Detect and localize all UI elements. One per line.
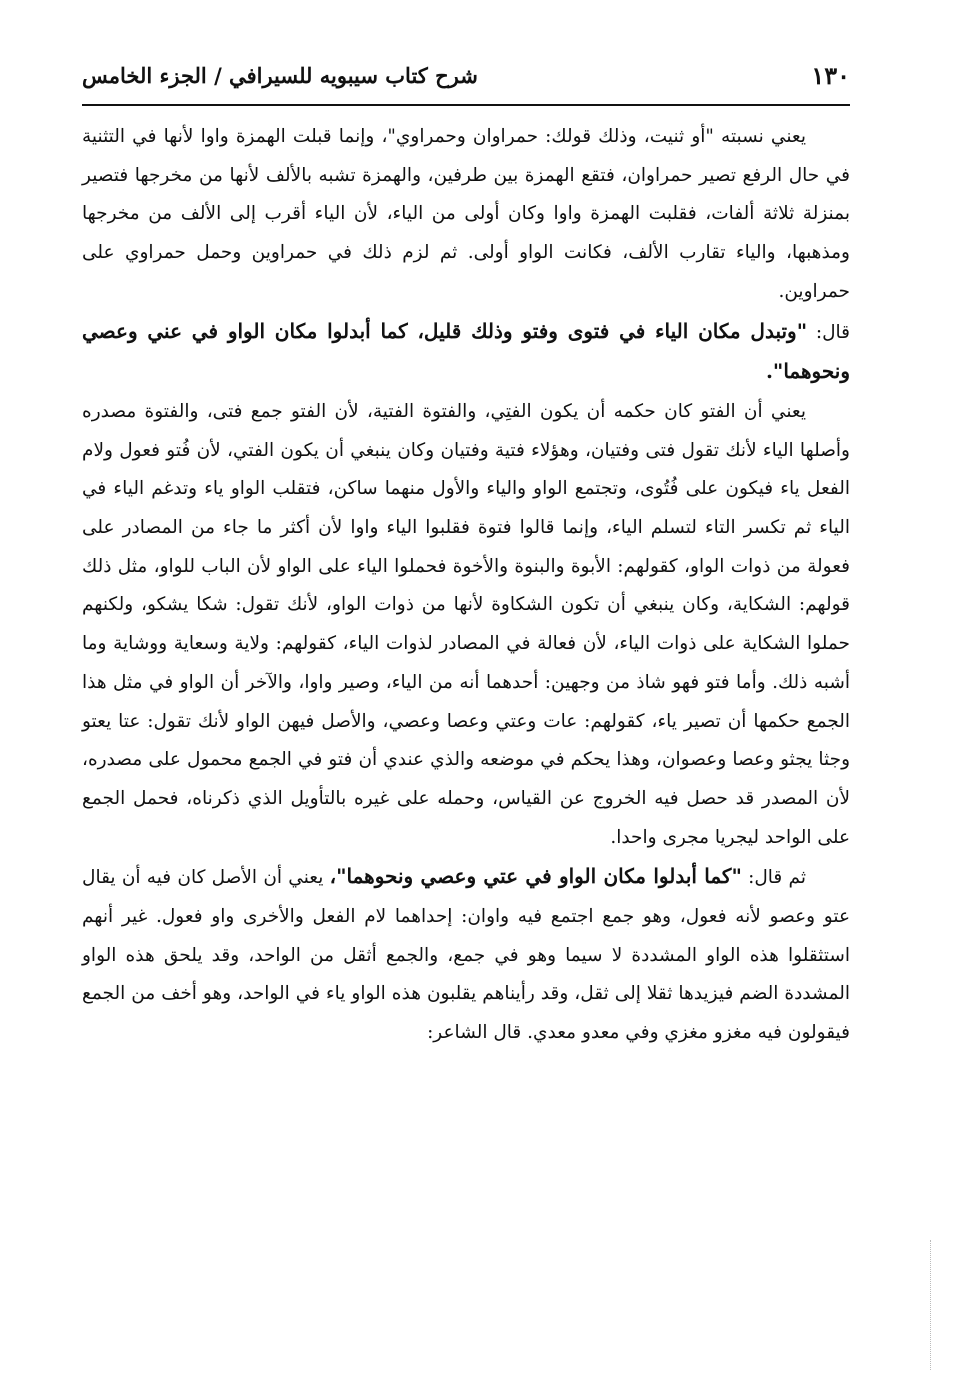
page-body bbox=[82, 118, 850, 1053]
quoted-text: "كما أبدلوا مكان الواو في عتي وعصي ونحوهما"، bbox=[329, 864, 742, 889]
page-header bbox=[82, 52, 850, 98]
quote-label: ثم قال: bbox=[748, 867, 806, 889]
paragraph-4-text: يعني أن الأصل كان فيه أن يقال عتو وعصو لأنه فعول، وهو جمع اجتمع فيه واوان: إحداهما لام الفعل والأخرى واو فعول. غير أنهم استثقلوا هذه الواو المشددة لا سيما وهو في جمع، والجمع أثقل من الواحد، وقد يلحق هذه الواو المشددة الضم فيزيدها ثقلا إلى ثقل، وقد رأيناهم يقلبون هذه الواو ياء في الواحد، وهو أخف من الجمع فيقولون فيه مغزو مغزي وفي معدو معدي. قال الشاعر: bbox=[82, 867, 850, 1044]
running-title: شرح كتاب سيبويه للسيرافي / الجزء الخامس bbox=[82, 62, 478, 88]
paragraph-3: يعني أن الفتو كان حكمه أن يكون الفتِي، والفتوة الفتية، لأن الفتو جمع فتى، والفتوة مصدره وأصلها الياء لأنك تقول فتى وفتيان، وهؤلاء فتية وفتيان وكان ينبغي أن يكون الفتي، لأن فُتو فعول ولام الفعل ياء فيكون على فُتُوى، وتجتمع الواو والياء والأول منهما ساكن، فتقلب الواو ياء وتدغم الياء في الياء ثم تكسر التاء لتسلم الياء، وإنما قالوا فتوة فقلبوا الياء واوا لأن أكثر ما جاء من المصادر على فعولة من ذوات الواو، كقولهم: الأبوة والبنوة والأخوة فحملوا الياء على الواو لأن الباب للواو، مثل ذلك قولهم: الشكاية، وكان ينبغي أن تكون الشكاوة لأنها من ذوات الواو، لأنك تقول: شكا يشكو، ولكنهم حملوا الشكاية على ذوات الياء، لأن فعالة في المصادر لذوات الياء، كقولهم: ولاية وسعاية ووشاية وما أشبه ذلك. وأما فتو فهو شاذ من وجهين: أحدهما أنه من الياء، وصير واوا، والآخر أن الواو في مثل هذا الجمع حكمها أن تصير ياء، كقولهم: عات وعتي وعصا وعصي، والأصل فيهن الواو لأنك تقول: عتا يعتو وجثا يجثو وعصا وعصوان، وهذا يحكم في موضعه والذي عندي أن فتو في الجمع محمول على مصدره، لأن المصدر قد حصل فيه الخروج عن القياس، وحمله على غيره بالتأويل الذي ذكرناه، فحمل الجمع على الواحد ليجريا مجرى واحدا. bbox=[82, 400, 850, 848]
header-rule bbox=[82, 104, 850, 106]
quote-label: قال: bbox=[815, 321, 850, 343]
paragraph-4 bbox=[82, 857, 850, 1053]
paragraph-1: يعني نسبته "أو ثنيت، وذلك قولك: حمراوان وحمراوي"، وإنما قبلت الهمزة واوا لأنها في التثنية في حال الرفع تصير حمراوان، فتقع الهمزة بين طرفين، والهمزة تشبه بالألف لأنها من مخرجها فتصير بمنزلة ثلاثة ألفات، فقلبت الهمزة واوا وكان أولى من الياء، لأن الياء أقرب إلى الألف من مخرجها ومذهبها، والياء تقارب الألف، فكانت الواو أولى. ثم لزم ذلك في حمراوين وحمل حمراوي على حمراوين. bbox=[82, 126, 850, 302]
page-number: ١٣٠ bbox=[811, 60, 850, 90]
paragraph-2-quote bbox=[82, 312, 850, 393]
scan-edge-marks bbox=[930, 1240, 933, 1370]
quoted-text: "وتبدل مكان الياء في فتوى وفتو وذلك قليل، كما أبدلوا مكان الواو في عني وعصي ونحوهما". bbox=[82, 318, 850, 384]
